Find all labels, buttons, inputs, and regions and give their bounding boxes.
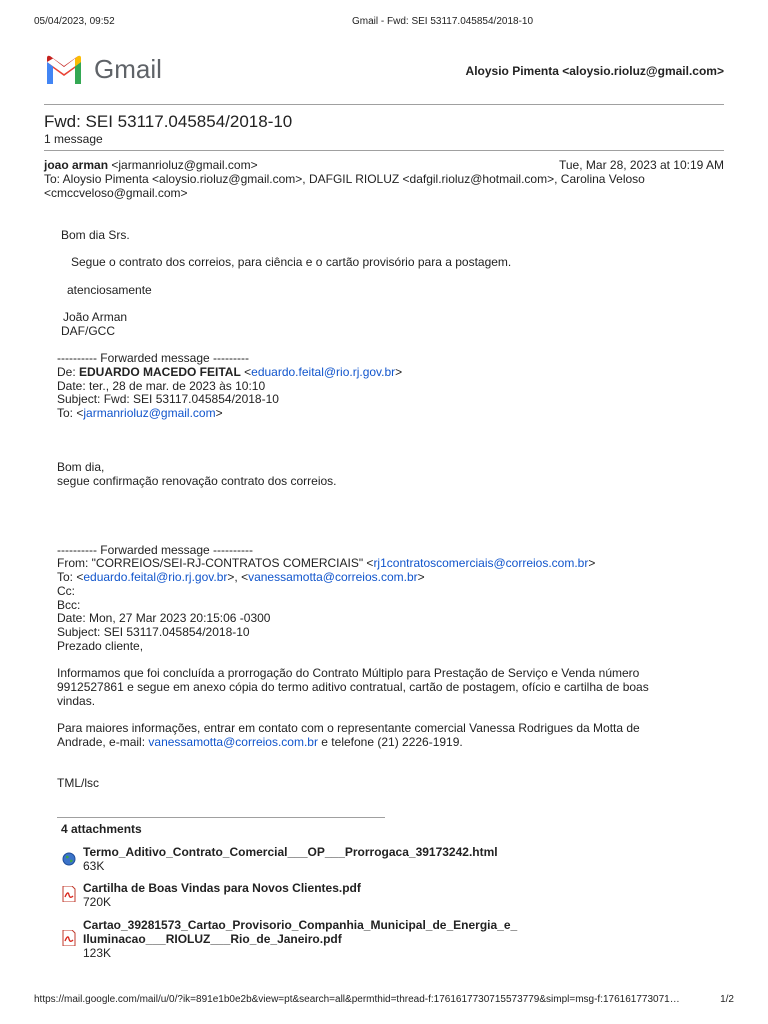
paragraph-line: 9912527861 e segue em anexo cópia do termo aditivo contratual, cartão de postagem, ofício e cartilha de boas <box>57 680 649 694</box>
recipients-line1: To: Aloysio Pimenta <aloysio.rioluz@gmail.com>, DAFGIL RIOLUZ <dafgil.rioluz@hotmail.com>, Carolina Veloso <box>44 172 645 186</box>
forward-body-line2: segue confirmação renovação contrato dos correios. <box>57 474 337 488</box>
message-date: Tue, Mar 28, 2023 at 10:19 AM <box>559 158 724 172</box>
forward-header: ---------- Forwarded message ---------- <box>57 543 253 557</box>
sender-name: joao arman <box>44 158 109 172</box>
attachment-link[interactable]: Cartilha de Boas Vindas para Novos Clientes.pdf <box>83 881 361 895</box>
forward-sign: TML/lsc <box>57 776 99 790</box>
to-email-link[interactable]: jarmanrioluz@gmail.com <box>83 406 216 420</box>
paragraph-line: Informamos que foi concluída a prorrogação do Contrato Múltiplo para Prestação de Serviço e Venda número <box>57 666 640 680</box>
pdf-icon <box>62 930 76 946</box>
forward-subject: Subject: Fwd: SEI 53117.045854/2018-10 <box>57 392 279 406</box>
body-closing: atenciosamente <box>67 283 152 297</box>
forward-bcc: Bcc: <box>57 598 81 612</box>
forward-cc: Cc: <box>57 584 75 598</box>
body-greeting: Bom dia Srs. <box>61 228 130 242</box>
signature-name: João Arman <box>63 310 128 324</box>
paragraph-line: vindas. <box>57 694 96 708</box>
contact-email-link[interactable]: vanessamotta@correios.com.br <box>148 735 318 749</box>
globe-icon <box>62 851 76 867</box>
print-page-title: Gmail - Fwd: SEI 53117.045854/2018-10 <box>352 16 534 27</box>
contact-prefix: Andrade, e-mail: <box>57 735 149 749</box>
forward-from: From: "CORREIOS/SEI-RJ-CONTRATOS COMERCIAIS" <rj1contratoscomerciais@correios.com.br> <box>57 556 596 570</box>
attachment-size: 123K <box>83 946 112 960</box>
print-page-number: 1/2 <box>720 994 734 1005</box>
divider <box>57 817 385 818</box>
account-user: Aloysio Pimenta <aloysio.rioluz@gmail.com> <box>465 64 724 78</box>
attachment-size: 720K <box>83 895 112 909</box>
to-label: To: < <box>57 406 84 420</box>
paragraph-line: Para maiores informações, entrar em contato com o representante comercial Vanessa Rodrigues da Motta de <box>57 721 640 735</box>
forward-to: To: <jarmanrioluz@gmail.com> <box>57 406 223 420</box>
to-email-link[interactable]: vanessamotta@correios.com.br <box>248 570 418 584</box>
print-url: https://mail.google.com/mail/u/0/?ik=891e1b0e2b&view=pt&search=all&permthid=thread-f:1761617730715573779&simpl=msg-f:176161773071… <box>34 994 680 1005</box>
message-count: 1 message <box>44 132 103 146</box>
from-label: De: <box>57 365 80 379</box>
recipients-line2: <cmccveloso@gmail.com> <box>44 186 188 200</box>
forward-body-line1: Bom dia, <box>57 460 105 474</box>
forward-salutation: Prezado cliente, <box>57 639 144 653</box>
forward-date: Date: ter., 28 de mar. de 2023 às 10:10 <box>57 379 266 393</box>
print-datetime: 05/04/2023, 09:52 <box>34 16 115 27</box>
attachment-link[interactable]: Cartao_39281573_Cartao_Provisorio_Companhia_Municipal_de_Energia_e_ <box>83 918 518 932</box>
sender-email: <jarmanrioluz@gmail.com> <box>111 158 258 172</box>
forward-date: Date: Mon, 27 Mar 2023 20:15:06 -0300 <box>57 611 271 625</box>
attachments-title: 4 attachments <box>61 822 142 836</box>
pdf-icon <box>62 886 76 902</box>
forward-header: ---------- Forwarded message --------- <box>57 351 249 365</box>
from-email-link[interactable]: eduardo.feital@rio.rj.gov.br <box>251 365 396 379</box>
signature-dept: DAF/GCC <box>61 324 115 338</box>
from-label: From: "CORREIOS/SEI-RJ-CONTRATOS COMERCIAIS" < <box>57 556 374 570</box>
to-email-link[interactable]: eduardo.feital@rio.rj.gov.br <box>83 570 228 584</box>
divider <box>44 104 724 105</box>
body-text: Segue o contrato dos correios, para ciência e o cartão provisório para a postagem. <box>71 255 512 269</box>
forward-from: De: EDUARDO MACEDO FEITAL <eduardo.feital@rio.rj.gov.br> <box>57 365 403 379</box>
to-label: To: < <box>57 570 84 584</box>
thread-subject: Fwd: SEI 53117.045854/2018-10 <box>44 112 293 131</box>
forward-to: To: <eduardo.feital@rio.rj.gov.br>, <vanessamotta@correios.com.br> <box>57 570 425 584</box>
attachment-link[interactable]: Termo_Aditivo_Contrato_Comercial___OP___Prorrogaca_39173242.html <box>83 845 498 859</box>
gmail-logo-icon[interactable] <box>44 54 84 86</box>
message-sender <box>44 158 258 172</box>
paragraph-line <box>57 735 463 749</box>
from-name: EDUARDO MACEDO FEITAL <box>79 365 241 379</box>
contact-suffix: e telefone (21) 2226-1919. <box>317 735 463 749</box>
attachment-size: 63K <box>83 859 105 873</box>
from-email-link[interactable]: rj1contratoscomerciais@correios.com.br <box>373 556 589 570</box>
attachment-link[interactable]: Iluminacao___RIOLUZ___Rio_de_Janeiro.pdf <box>83 932 342 946</box>
divider <box>44 150 724 151</box>
gmail-wordmark: Gmail <box>94 54 162 84</box>
forward-subject: Subject: SEI 53117.045854/2018-10 <box>57 625 250 639</box>
